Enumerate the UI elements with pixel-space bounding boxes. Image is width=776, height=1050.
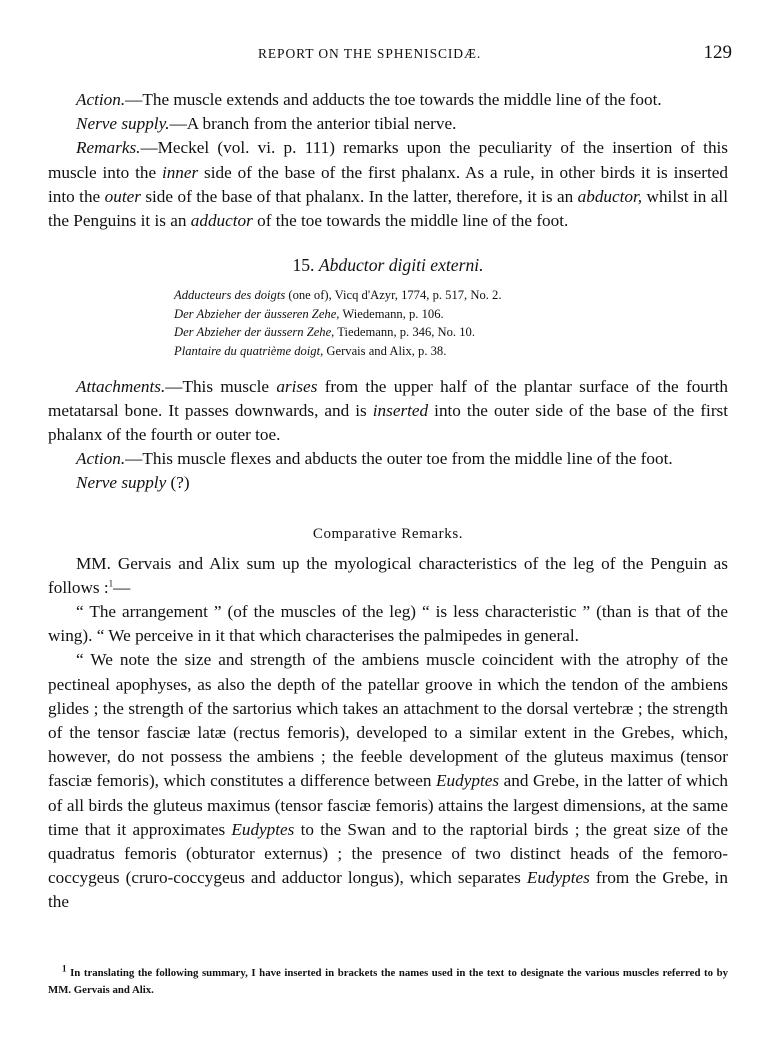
page-number: 129: [703, 42, 732, 63]
action-label: Action.: [76, 449, 126, 469]
action-label: Action.: [76, 90, 126, 109]
quote-paragraph-2: “ We note the size and strength of the ambiens muscle coincident with the atrophy of the pectineal apophyses, as also the depth of the patellar groove in which the tendon of the ambiens glides ; the strength of the sartorius which takes an attachment to the dorsal vertebræ ; the strength of the tensor fasciæ latæ (rectus femoris), developed to a similar extent in the Grebes, which, however, do not possess the ambiens ; the feeble development of the gluteus maximus (tensor fasciæ femoris), which constitutes a difference between Eudyptes and Grebe, in the latter of which of all birds the gluteus maximus (tensor fasciæ femoris) attains the largest dimensions, at the same time that it approximates Eudyptes to the Swan and to the raptorial birds ; the great size of the quadratus femoris (obturator externus) ; the presence of two distinct heads of the femoro-coccygeus (cruro-coccygeus and adductor longus), which separates Eudyptes from the Grebe, in the: [48, 650, 728, 912]
footnote: $^1$ In translating the following summary, I have inserted in brackets the names used in the text to designate the various muscles referred to by MM. Gervais and Alix.: [48, 963, 728, 996]
footnote-reference: 1: [108, 578, 114, 589]
remarks-label: Remarks.: [76, 138, 141, 158]
nerve-supply-paragraph-2: Nerve supply (?): [76, 473, 190, 493]
nerve-supply-label: Nerve supply: [76, 473, 167, 493]
synonym-entry: Adducteurs des doigts (one of), Vicq d'Azyr, 1774, p. 517, No. 2.: [174, 288, 502, 303]
running-head: REPORT ON THE SPHENISCIDÆ.: [258, 46, 482, 61]
synonym-entry: Plantaire du quatrième doigt, Gervais and Alix, p. 38.: [174, 344, 447, 358]
nerve-supply-label: Nerve supply.: [76, 114, 170, 134]
footnote-mark: 1: [62, 963, 67, 974]
quote-paragraph-1: “ The arrangement ” (of the muscles of the leg) “ is less characteristic ” (than is that of the wing). “ We perceive in it that which characterises the palmipedes in general.: [48, 602, 728, 646]
body-text: [48, 88, 728, 915]
comparative-remarks-heading: Comparative Remarks.: [312, 525, 464, 542]
synonym-entry: Der Abzieher der äusseren Zehe, Wiedemann, p. 106.: [174, 306, 444, 321]
section-title: Abductor digiti externi.: [318, 255, 484, 276]
summary-intro-paragraph: MM. Gervais and Alix sum up the myological characteristics of the leg of the Penguin as follows :$^1$—: [48, 553, 728, 597]
nerve-supply-paragraph-1: Nerve supply.—A branch from the anterior tibial nerve.: [76, 114, 457, 134]
synonym-entry: Der Abzieher der äussern Zehe, Tiedemann, p. 346, No. 10.: [174, 325, 475, 340]
section-heading: [48, 255, 728, 276]
section-number: 15.: [292, 255, 315, 276]
action-paragraph-1: Action.—The muscle extends and adducts the toe towards the middle line of the foot.: [76, 90, 662, 109]
page-header: [258, 42, 732, 68]
action-paragraph-2: Action.—This muscle flexes and abducts the outer toe from the middle line of the foot.: [76, 449, 673, 469]
remarks-paragraph: Remarks.—Meckel (vol. vi. p. 111) remarks upon the peculiarity of the insertion of this muscle into the inner side of the base of the first phalanx. As a rule, in other birds it is inserted into the outer side of the base of that phalanx. In the latter, therefore, it is an abductor, whilst in all the Penguins it is an adductor of the toe towards the middle line of the foot.: [48, 138, 728, 231]
attachments-label: Attachments.: [76, 376, 166, 396]
synonym-list: [174, 286, 728, 360]
attachments-paragraph: Attachments.—This muscle arises from the upper half of the plantar surface of the fourth metatarsal bone. It passes downwards, and is inserted into the outer side of the base of the first phalanx of the fourth or outer toe.: [48, 376, 729, 444]
